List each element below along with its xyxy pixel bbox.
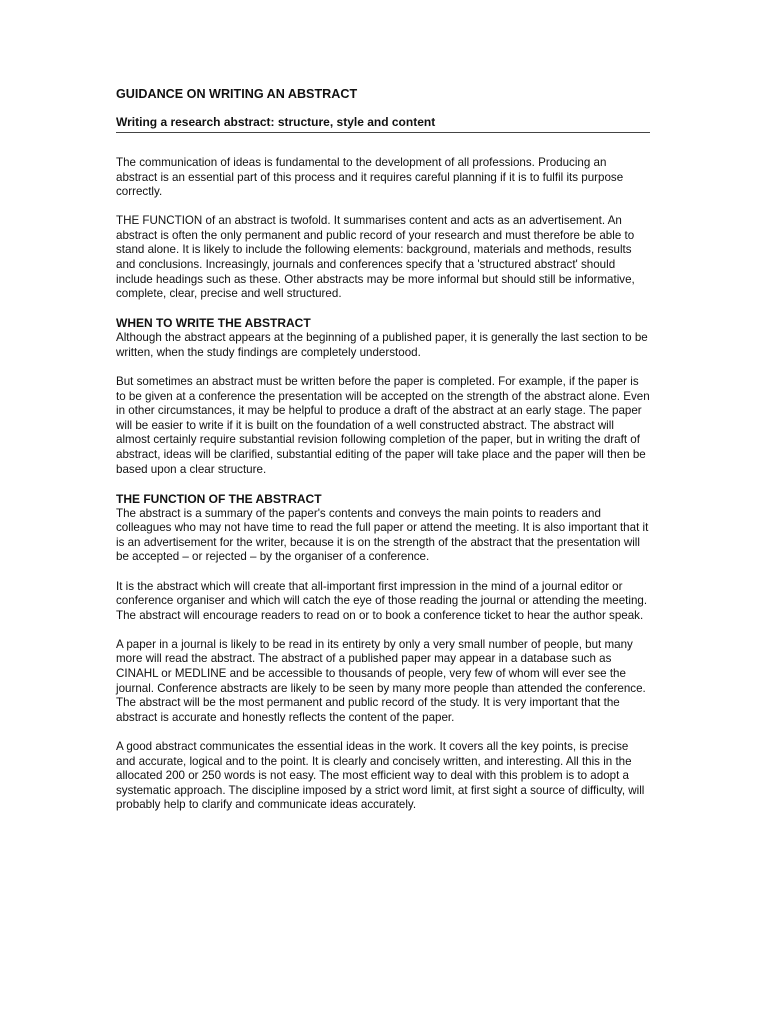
section-paragraph: The abstract is a summary of the paper's contents and conveys the main points to readers and colleagues who may not have time to read the full paper or attend the meeting. It is also important that it is an advertisement for the writer, because it is on the strength of the abstract that the presentation will be accepted – or rejected – by the organiser of a conference. bbox=[116, 506, 649, 564]
subtitle-divider bbox=[116, 132, 650, 133]
section-heading-function-of-abstract: THE FUNCTION OF THE ABSTRACT bbox=[116, 491, 322, 506]
document-title: GUIDANCE ON WRITING AN ABSTRACT bbox=[116, 87, 358, 101]
intro-paragraph: The communication of ideas is fundamental to the development of all professions. Producing an abstract is an essential part of this process and it requires careful planning if it is to fulfil its purpose correctly. bbox=[116, 156, 624, 199]
section-paragraph: But sometimes an abstract must be written before the paper is completed. For example, if the paper is to be given at a conference the presentation will be accepted on the strength of the abstract alone. Even in other circumstances, it may be helpful to produce a draft of the abstract at an early stage. The paper will be easier to write if it is built on the foundation of a well constructed abstract. The abstract will almost certainly require substantial revision following completion of the paper, but in writing the draft of abstract, ideas will be clarified, substantial editing of the paper will take place and the paper will then be based upon a clear structure. bbox=[116, 375, 650, 476]
section-heading-when-to-write: WHEN TO WRITE THE ABSTRACT bbox=[116, 316, 311, 331]
section-paragraph: A good abstract communicates the essential ideas in the work. It covers all the key points, is precise and accurate, logical and to the point. It is clearly and concisely written, and interesting. All this in the allocated 200 or 250 words is not easy. The most efficient way to deal with this problem is to adopt a systematic approach. The discipline imposed by a strict word limit, at first sight a source of difficulty, will probably help to clarify and communicate ideas accurately. bbox=[116, 739, 645, 812]
document-page bbox=[116, 86, 650, 827]
function-paragraph: THE FUNCTION of an abstract is twofold. It summarises content and acts as an advertisement. An abstract is often the only permanent and public record of your research and must therefore be able to stand alone. It is likely to include the following elements: background, materials and methods, results and conclusions. Increasingly, journals and conferences specify that a 'structured abstract' should include headings such as these. Other abstracts may be more informal but should still be informative, complete, clear, precise and well structured. bbox=[116, 214, 635, 301]
section-paragraph: It is the abstract which will create that all-important first impression in the mind of a journal editor or conference organiser and which will catch the eye of those reading the journal or attending the meeting. The abstract will encourage readers to read on or to book a conference ticket to hear the author speak. bbox=[116, 579, 648, 622]
section-paragraph: Although the abstract appears at the beginning of a published paper, it is generally the last section to be written, when the study findings are completely understood. bbox=[116, 331, 648, 359]
document-subtitle: Writing a research abstract: structure, style and content bbox=[116, 115, 436, 129]
section-paragraph: A paper in a journal is likely to be read in its entirety by only a very small number of people, but many more will read the abstract. The abstract of a published paper may appear in a database such as CINAHL or MEDLINE and be accessible to thousands of people, very few of whom will ever see the journal. Conference abstracts are likely to be seen by many more people than attended the conference. The abstract will be the most permanent and public record of the study. It is very important that the abstract is accurate and honestly reflects the content of the paper. bbox=[116, 637, 646, 724]
